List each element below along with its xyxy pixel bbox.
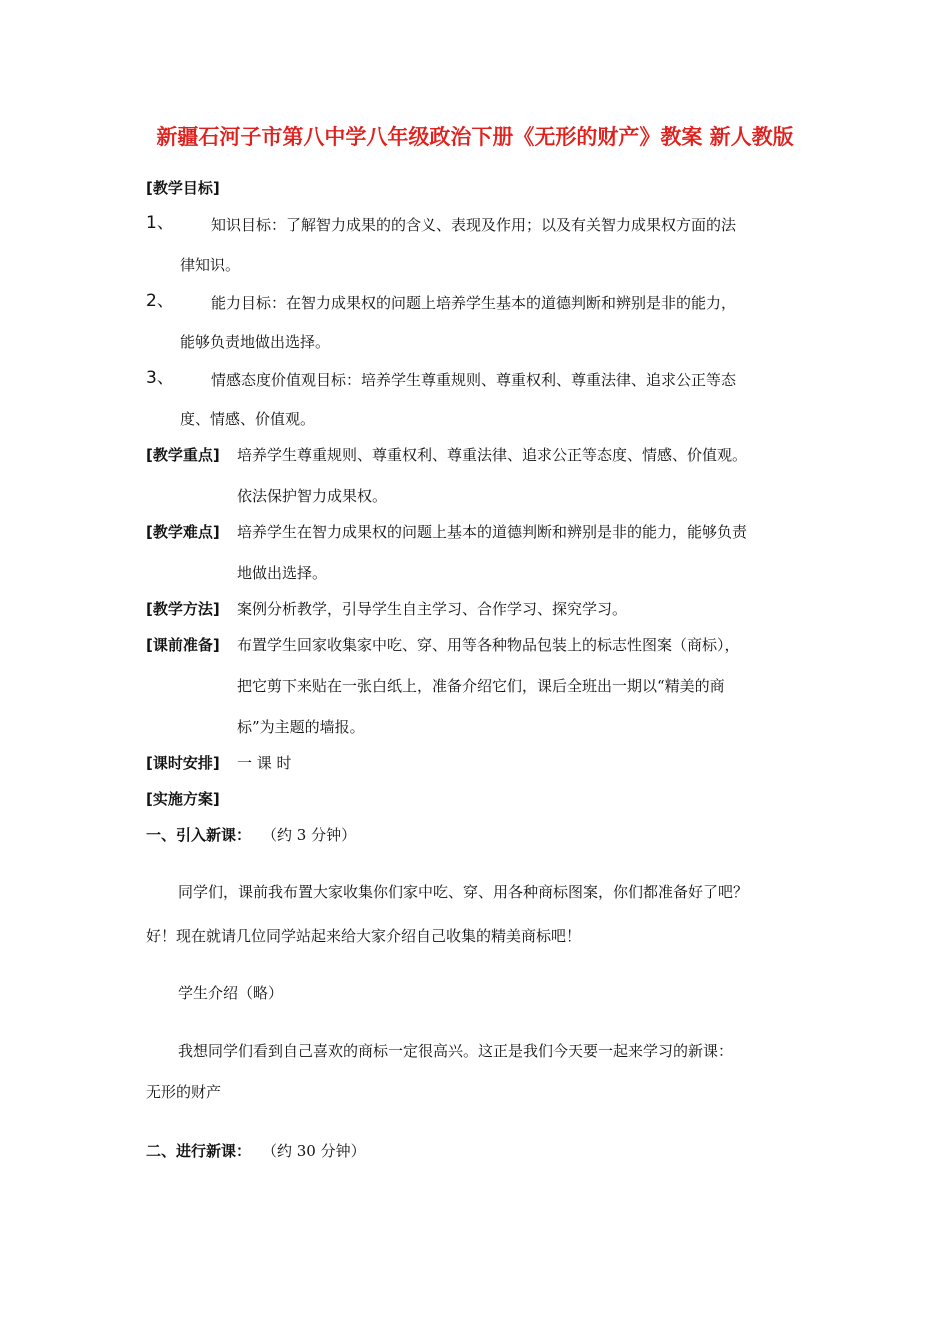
section-2-time: （约 30 分钟）: [262, 1142, 366, 1160]
preparation-line2: 把它剪下来贴在一张白纸上，准备介绍它们，课后全班出一期以“精美的商: [237, 677, 725, 695]
preparation-label: [课前准备]: [146, 636, 220, 654]
goal-1-line1: 知识目标：了解智力成果的的含义、表现及作用；以及有关智力成果权方面的法: [211, 216, 737, 234]
key-points-label: [教学重点]: [146, 446, 220, 464]
goal-1-number: 1、: [146, 213, 174, 233]
schedule-label: [课时安排]: [146, 754, 220, 772]
goal-2-number: 2、: [146, 291, 174, 311]
difficulties-line1: 培养学生在智力成果权的问题上基本的道德判断和辨别是非的能力，能够负责: [237, 523, 748, 541]
goal-3-line1: 情感态度价值观目标：培养学生尊重规则、尊重权利、尊重法律、追求公正等态: [211, 371, 737, 389]
section-1-heading: 一、引入新课：: [146, 826, 252, 844]
section-2-heading: 二、进行新课：: [146, 1142, 252, 1160]
key-points-line1: 培养学生尊重规则、尊重权利、尊重法律、追求公正等态度、情感、价值观。: [237, 446, 748, 464]
paragraph-1-line1: 同学们，课前我布置大家收集你们家中吃、穿、用各种商标图案，你们都准备好了吧？: [178, 883, 749, 901]
paragraph-1-line2: 好！现在就请几位同学站起来给大家介绍自己收集的精美商标吧！: [146, 927, 582, 945]
document-title: 新疆石河子市第八中学八年级政治下册《无形的财产》教案 新人教版: [156, 125, 794, 149]
goals-heading: [教学目标]: [146, 179, 220, 197]
difficulties-line2: 地做出选择。: [237, 564, 328, 582]
paragraph-3-line2: 无形的财产: [146, 1083, 222, 1101]
methods-line1: 案例分析教学，引导学生自主学习、合作学习、探究学习。: [237, 600, 628, 618]
goal-3-line2: 度、情感、价值观。: [180, 410, 316, 428]
goal-2-line1: 能力目标：在智力成果权的问题上培养学生基本的道德判断和辨别是非的能力，: [211, 294, 737, 312]
preparation-line1: 布置学生回家收集家中吃、穿、用等各种物品包装上的标志性图案（商标），: [237, 636, 740, 654]
paragraph-2: 学生介绍（略）: [178, 984, 284, 1002]
goal-3-number: 3、: [146, 368, 174, 388]
goal-1-line2: 律知识。: [180, 256, 241, 274]
plan-heading: [实施方案]: [146, 790, 220, 808]
difficulties-label: [教学难点]: [146, 523, 220, 541]
goal-2-line2: 能够负责地做出选择。: [180, 333, 331, 351]
schedule-text: 一 课 时: [237, 754, 292, 772]
section-1-time: （约 3 分钟）: [262, 826, 357, 844]
key-points-line2: 依法保护智力成果权。: [237, 487, 388, 505]
preparation-line3: 标”为主题的墙报。: [237, 718, 365, 736]
paragraph-3-line1: 我想同学们看到自己喜欢的商标一定很高兴。这正是我们今天要一起来学习的新课：: [178, 1042, 734, 1060]
methods-label: [教学方法]: [146, 600, 220, 618]
